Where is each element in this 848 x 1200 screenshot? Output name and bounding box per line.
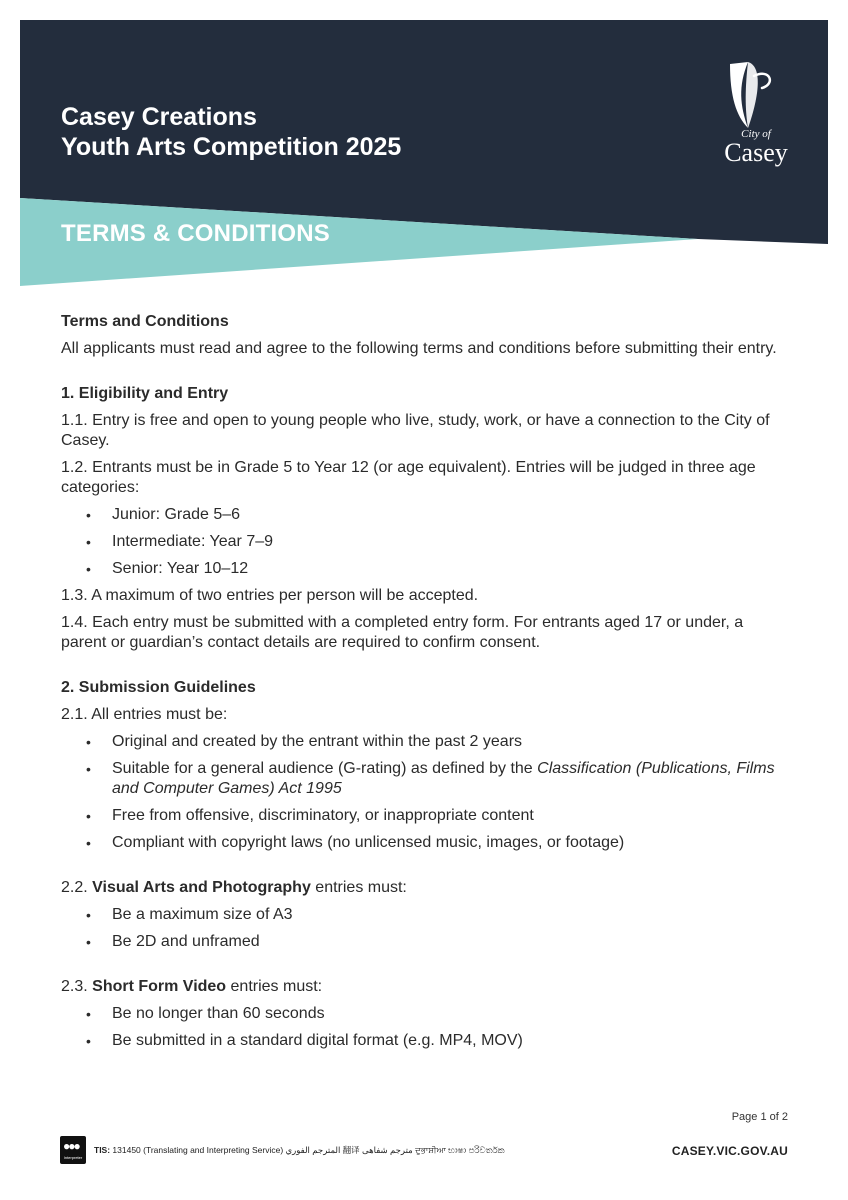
- clause-number: 2.3.: [61, 978, 93, 995]
- document-title: [61, 102, 401, 162]
- terms-content: [61, 312, 791, 1058]
- clause-emphasis: Visual Arts and Photography: [92, 879, 311, 896]
- footer: [60, 1136, 788, 1164]
- clause-1-3: 1.3. A maximum of two entries per person will be accepted.: [61, 587, 479, 604]
- section-1-heading: 1. Eligibility and Entry: [61, 385, 229, 402]
- title-line-1: Casey Creations: [61, 103, 257, 131]
- intro-heading: Terms and Conditions: [61, 313, 229, 330]
- list-item: • Be no longer than 60 seconds: [61, 1004, 791, 1024]
- title-line-2: Youth Arts Competition 2025: [61, 133, 402, 161]
- list-item: • Be submitted in a standard digital format (e.g. MP4, MOV): [61, 1031, 791, 1051]
- interpreter-icon-label: Interpreter: [63, 1155, 83, 1160]
- list-item: • Be a maximum size of A3: [61, 905, 791, 925]
- list-item-text: Suitable for a general audience (G-rating) as defined by the: [112, 760, 538, 777]
- logo-casey: Casey: [724, 138, 788, 167]
- clause-1-1: 1.1. Entry is free and open to young people who live, study, work, or have a connection to the City of Casey.: [61, 412, 770, 449]
- list-item: • Be 2D and unframed: [61, 932, 791, 952]
- tis-details: 131450 (Translating and Interpreting Service) المترجم الفوري 翻译 مترجم شفاهی ਦੁਭਾਸ਼ੀਆ භාෂා පරිවර්තක: [110, 1145, 505, 1155]
- page-number: Page 1 of 2: [731, 1111, 788, 1123]
- clause-text: entries must:: [310, 879, 407, 896]
- banner-heading: TERMS & CONDITIONS: [61, 220, 330, 247]
- age-categories-list: [61, 505, 791, 579]
- clause-number: 2.2.: [61, 879, 93, 896]
- clause-1-2: 1.2. Entrants must be in Grade 5 to Year 12 (or age equivalent). Entries will be judged in three age categories:: [61, 459, 756, 496]
- people-icon: ●●●: [63, 1139, 79, 1153]
- entry-requirements-list: [61, 732, 791, 853]
- list-item: • Junior: Grade 5–6: [61, 505, 791, 525]
- clause-2-3: [61, 977, 791, 997]
- tis-service-text: [94, 1144, 505, 1156]
- list-item: • Free from offensive, discriminatory, or inappropriate content: [61, 806, 791, 826]
- clause-emphasis: Short Form Video: [92, 978, 227, 995]
- visual-arts-list: [61, 905, 791, 952]
- clause-2-2: [61, 878, 791, 898]
- clause-text: entries must:: [226, 978, 323, 995]
- clause-2-1: 2.1. All entries must be:: [61, 706, 228, 723]
- clause-1-4: 1.4. Each entry must be submitted with a completed entry form. For entrants aged 17 or under, a parent or guardian’s contact details are required to confirm consent.: [61, 614, 744, 651]
- list-item: [61, 759, 791, 799]
- website-link[interactable]: CASEY.VIC.GOV.AU: [671, 1144, 788, 1158]
- act-title: Classification (Publications, Films and Computer Games) Act 1995: [112, 760, 775, 797]
- interpreter-icon: [60, 1136, 86, 1164]
- section-2-heading: 2. Submission Guidelines: [61, 679, 256, 696]
- tis-label: TIS:: [94, 1145, 111, 1155]
- logo-city-of: City of: [741, 128, 771, 140]
- list-item: • Senior: Year 10–12: [61, 559, 791, 579]
- list-item: • Compliant with copyright laws (no unlicensed music, images, or footage): [61, 833, 791, 853]
- video-list: [61, 1004, 791, 1051]
- list-item: • Original and created by the entrant within the past 2 years: [61, 732, 791, 752]
- list-item: • Intermediate: Year 7–9: [61, 532, 791, 552]
- logo-wordmark: [718, 128, 794, 166]
- intro-text: All applicants must read and agree to the following terms and conditions before submitting their entry.: [61, 340, 777, 357]
